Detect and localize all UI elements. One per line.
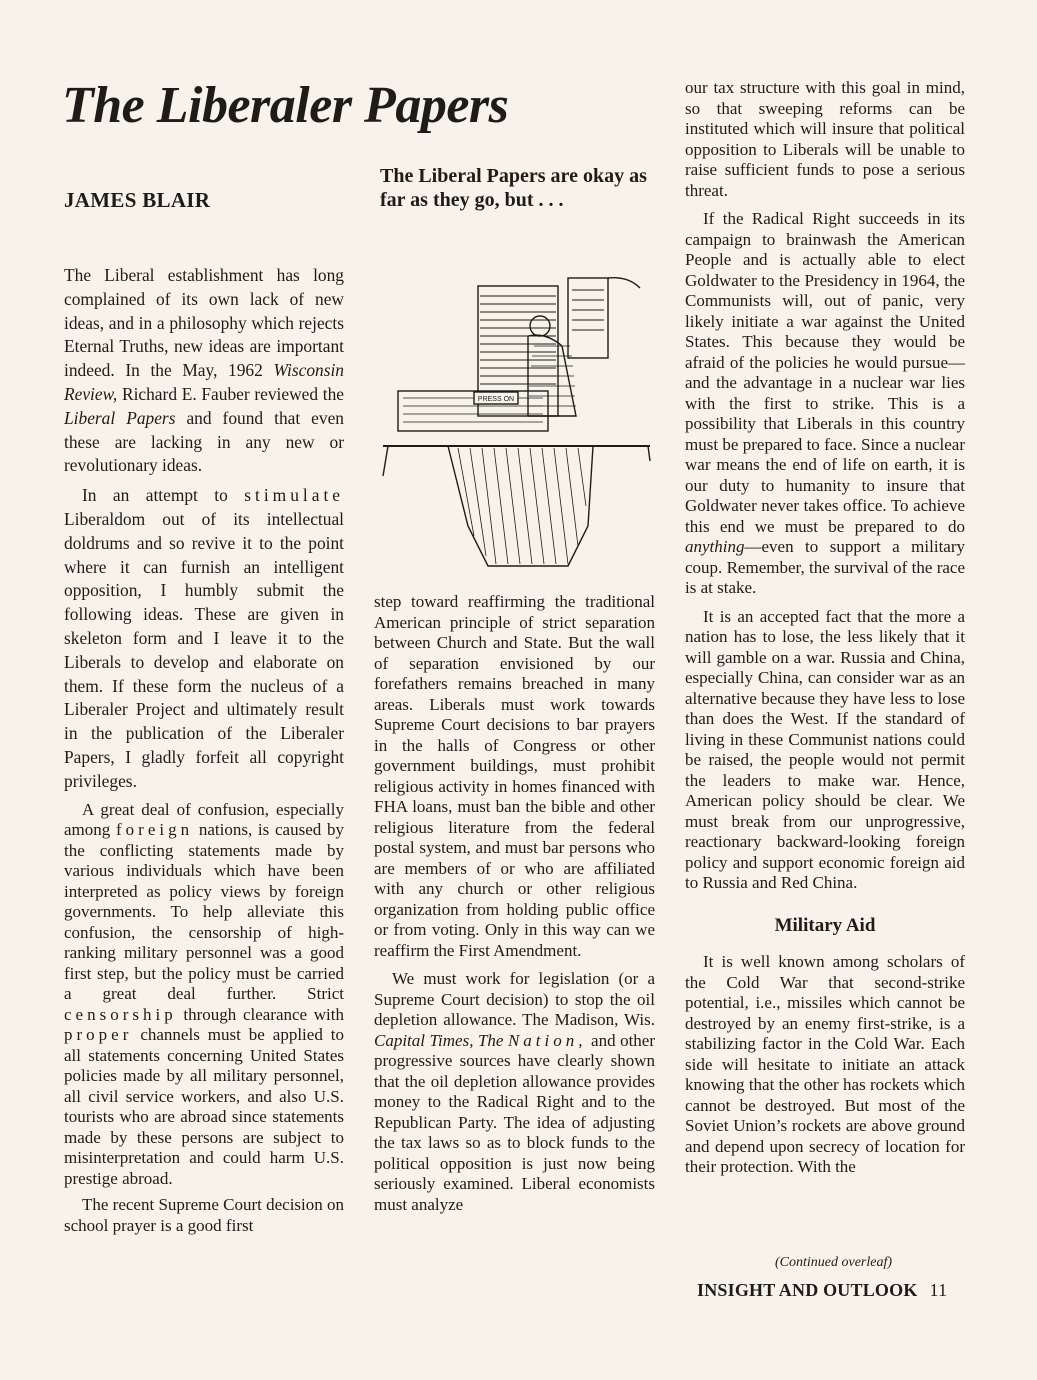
article-subtitle: The Liberal Papers are okay as far as they go, but . . . <box>380 165 647 211</box>
column-3 <box>685 78 965 1186</box>
paragraph: our tax structure with this goal in mind, so that sweeping reforms can be instituted which will insure that political opposition to Liberals will be unable to raise sufficient funds to pose a serious threat. <box>685 78 965 200</box>
paragraph: If the Radical Right succeeds in its campaign to brainwash the American People and is actually able to elect Goldwater to the Presidency in 1964, the Communists will, out of panic, very likely initiate a war against the United States. This because they would be afraid of the policies he would pursue—and the advantage in a nuclear war lies with the first to strike. This is a possibility that Liberals in this country must be prepared to face. Since a nuclear war means the end of life on earth, it is our duty to humanity to insure that Goldwater never takes office. To achieve this end we must be prepared to do anything—even to support a military coup. Remember, the survival of the race is at stake. <box>685 209 965 597</box>
article-title: The Liberaler Papers <box>62 77 509 134</box>
column-1 <box>64 264 344 1242</box>
publication-name: INSIGHT AND OUTLOOK <box>697 1280 918 1300</box>
worker-head <box>530 316 550 336</box>
paragraph: It is well known among scholars of the Cold War that second-strike potential, i.e., missiles which cannot be destroyed by an enemy first-strike, is a stabilizing factor in the Cold War. Each side will hesitate to initiate an attack knowing that the other has rockets which cannot be destroyed. But most of the Soviet Union’s rockets are above ground and depend upon secrecy of location for their protection. With the <box>685 952 965 1176</box>
paragraph: step toward reaffirming the traditional American principle of strict separation between Church and State. But the wall of separation envisioned by our forefathers remains breached in many areas. Liberals must work towards Supreme Court decisions to bar prayers in the halls of Congress or other government buildings, must prohibit religious activity in homes financed with FHA loans, must ban the bible and other religious literature from the federal postal system, and must bar persons who are members of or who are affiliated with any church or other religious organization from holding public office or from voting. Only in this way can we reaffirm the First Amendment. <box>374 592 655 960</box>
paragraph: We must work for legislation (or a Supreme Court decision) to stop the oil depletion allowance. The Madison, Wis. Capital Times, The Nation, and other progressive sources have clearly shown that the oil depletion allowance provides money to the Radical Right and to the Republican Party. The idea of adjusting the tax laws so as to block funds to the political opposition is just now being seriously examined. Liberal economists must analyze <box>374 969 656 1214</box>
printing-press <box>398 391 548 431</box>
paragraph: The recent Supreme Court decision on school prayer is a good first <box>64 1195 345 1235</box>
paragraph: In an attempt to stimulate Liberaldom out of its intellectual doldrums and so revive it to the point where it can furnish an intelligent opposition, I humbly submit the following ideas. These are given in skeleton form and I leave it to the Liberals to develop and elaborate on them. If these form the nucleus of a Liberaler Project and ultimately result in the publication of the Liberaler Papers, I gladly forfeit all copyright privileges. <box>64 485 344 791</box>
continued-note: (Continued overleaf) <box>775 1255 893 1270</box>
author-byline: JAMES BLAIR <box>64 188 211 212</box>
paragraph: A great deal of confusion, especially among foreign nations, is caused by the conflicting statements made by various individuals which have been interpreted as policy views by foreign governments. To help alleviate this confusion, the censorship of high-ranking military personnel was a good first step, but the policy must be carried a great deal further. Strict censorship through clearance with proper channels must be applied to all statements concerning United States policies made by all military personnel, all civil service workers, and also U.S. tourists who are abroad since statements made by these persons are subject to misinterpretation and could harm U.S. prestige abroad. <box>64 799 344 1188</box>
paragraph: It is an accepted fact that the more a nation has to lose, the less likely that it will gamble on a war. Russia and China, especially China, can consider war as an alternative because they have less to lose than does the West. If the standard of living in these Communist nations could be raised, the people would not permit the leaders to make war. Hence, American policy should be clear. We must break from our unprogressive, reactionary backward-looking foreign policy and support economic foreign aid to Russia and Red China. <box>685 606 965 892</box>
table-cloth <box>448 446 593 566</box>
page-footer <box>697 1280 947 1301</box>
column-2 <box>374 592 655 1223</box>
section-heading: Military Aid <box>774 914 876 936</box>
page-number: 11 <box>929 1280 948 1300</box>
press-sign: PRESS ON <box>477 396 515 403</box>
cartoon-illustration <box>378 266 654 576</box>
paragraph: The Liberal establishment has long complained of its own lack of new ideas, and in a philosophy which rejects Eternal Truths, new ideas are important indeed. In the May, 1962 Wisconsin Review, Richard E. Fauber reviewed the Liberal Papers and found that even these are lacking in any new or revolutionary ideas. <box>64 265 344 476</box>
